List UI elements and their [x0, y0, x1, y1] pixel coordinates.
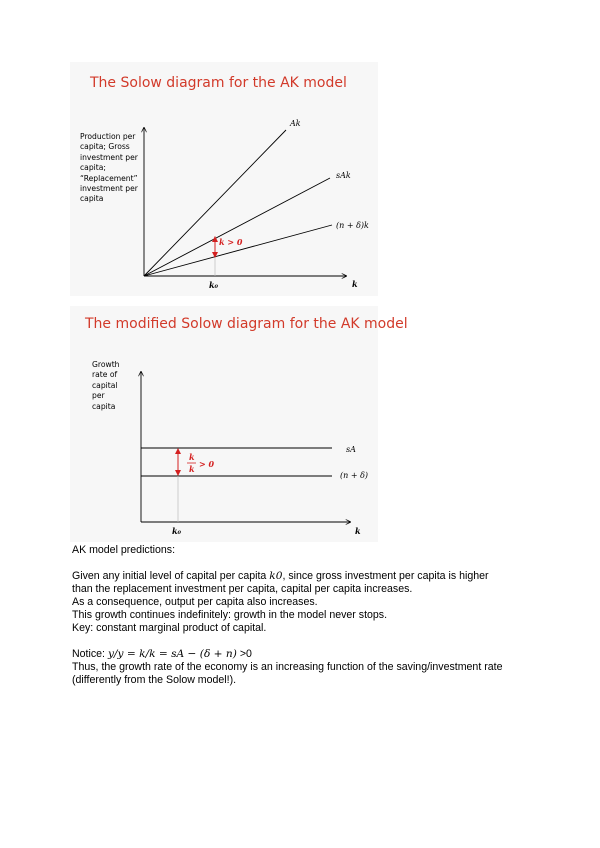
- figure1-title: The Solow diagram for the AK model: [90, 75, 347, 91]
- text-span: , since gross investment per capita is higher: [282, 570, 489, 582]
- paragraph-line: Key: constant marginal product of capital.: [72, 622, 267, 634]
- k0-symbol: k0: [269, 570, 283, 582]
- figure1-ylabel-line: capita: [80, 194, 104, 204]
- paragraph-line: (differently from the Solow model!).: [72, 674, 237, 686]
- figure1-ylabel-line: investment per: [80, 152, 138, 162]
- figure1-ylabel-line: capita; Gross: [80, 142, 130, 152]
- figure1-ylabel-line: investment per: [80, 184, 138, 194]
- figure2-growth-rel: > 0: [199, 459, 215, 469]
- figure1-label-ak: Ak: [290, 119, 301, 128]
- notice-formula: y/y = k/k = sA − (δ + n): [107, 648, 237, 660]
- paragraph-line: As a consequence, output per capita also increases.: [72, 596, 318, 608]
- figure1-growth-label: k > 0: [219, 237, 243, 247]
- figure1-k0-label: k₀: [209, 280, 219, 290]
- figure2-x-label: k: [355, 526, 361, 536]
- figure1-ylabel-line: capita;: [80, 163, 106, 173]
- paragraph-line: Thus, the growth rate of the economy is an increasing function of the saving/investment rate: [72, 661, 503, 673]
- figure2-growth-den: k: [189, 464, 195, 474]
- figure2-k0-label: k₀: [172, 526, 182, 536]
- notice-label: Notice:: [72, 648, 105, 660]
- figure2-ylabel-line: capital: [92, 380, 118, 390]
- paragraph-line: This growth continues indefinitely: growth in the model never stops.: [72, 609, 388, 621]
- predictions-text: [72, 544, 562, 687]
- figure2-label-replacement: (n + δ): [340, 471, 368, 480]
- figure2-ylabel-line: capita: [92, 401, 116, 411]
- figure1-label-sak: sAk: [336, 171, 351, 180]
- text-span: Given any initial level of capital per capita: [72, 570, 267, 582]
- figure2-ylabel-line: Growth: [92, 360, 120, 369]
- figure2-label-sa: sA: [346, 445, 356, 454]
- notice-rest: >0: [236, 648, 252, 660]
- figure1-label-replacement: (n + δ)k: [336, 221, 369, 230]
- figure2-ylabel-line: per: [92, 391, 105, 401]
- figure1-ylabel-line: Production per: [80, 132, 136, 141]
- figure2-ylabel-line: rate of: [92, 370, 118, 380]
- figure1-ylabel-line: “Replacement”: [80, 173, 138, 183]
- paragraph-line: than the replacement investment per capita, capital per capita increases.: [72, 583, 413, 595]
- figure2-title: The modified Solow diagram for the AK model: [85, 316, 408, 332]
- paragraph-line: [72, 570, 562, 583]
- notice-line: [72, 648, 562, 661]
- figure2-growth-num: k: [189, 452, 195, 462]
- figure1-x-label: k: [352, 279, 358, 289]
- predictions-heading: AK model predictions:: [72, 544, 176, 556]
